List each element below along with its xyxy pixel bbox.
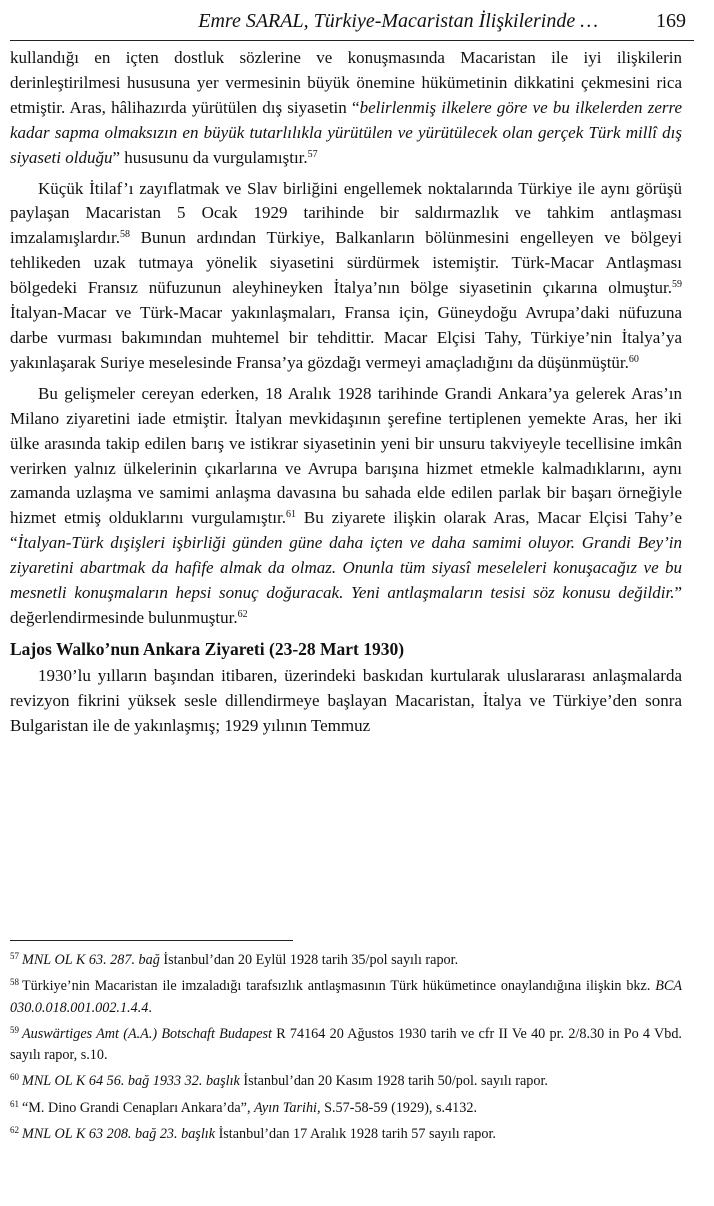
footnote-ref-61[interactable]: 61 (286, 509, 296, 521)
text-run: Küçük İtilaf’ı zayıflatmak ve Slav birliğini engellemek noktalarında Türkiye ile aynı görüşü paylaşan Macaristan 5 Ocak 1929 tarihinde bir saldırmazlık ve tahkim antlaşması imzalamışlardır. (10, 178, 682, 248)
footnote-text: . (148, 999, 152, 1016)
text-run: Bunun ardından Türkiye, Balkanların bölünmesini engelleyen ve bölgeyi tehlikeden uzak tutmaya yönelik siyasetini sürdürmek istemiştir. Türk-Macar Antlaşması bölgedeki Fransız nüfuzunun aleyhineyken İtalya’nın bölge siyasetinin çıkarına olmuştur. (10, 228, 682, 298)
footnote-source: Ayın Tarihi, (254, 1099, 321, 1116)
footnote-text: R 74164 20 Ağustos 1930 tarih ve cfr II Ve 40 pr. 2/8.30 in Po 4 Vbd. sayılı rapor, s.10. (10, 1025, 682, 1064)
footnote-text: S.57-58-59 (1929), s.4132. (320, 1099, 477, 1116)
footnote-number: 58 (10, 977, 19, 988)
italic-quote: belirlenmiş ilkelere göre ve bu ilkelerden zerre kadar sapma olmaksızın en büyük tutarlılıkla yürütülen ve yürütülecek olan gerçek Türk millî dış siyaseti olduğu (10, 97, 683, 167)
footnotes (10, 950, 682, 1150)
footnote-text: İstanbul’dan 20 Kasım 1928 tarih 50/pol. sayılı rapor. (239, 1073, 548, 1090)
footnote-58 (10, 976, 682, 1019)
footnote-source: BCA 030.0.018.001.002.1.4.4 (10, 978, 682, 1016)
footnote-source: Auswärtiges Amt (A.A.) Botschaft Budapest (22, 1025, 272, 1042)
footnote-60 (10, 1071, 682, 1092)
text-run: kullandığı en içten dostluk sözlerine ve konuşmasında Macaristan ile iyi ilişkilerin derinleştirilmesi hususuna yer vermesinin büyük önemine hükümetinin dikkatini çekmesini rica etmiştir. Aras, hâlihazırda yürütülen dış siyasetin “ (10, 48, 682, 117)
footnote-59 (10, 1024, 682, 1067)
page-number: 169 (656, 10, 686, 32)
footnote-ref-62[interactable]: 62 (237, 608, 248, 620)
footnote-ref-59[interactable]: 59 (672, 279, 682, 291)
paragraph-2 (10, 177, 682, 376)
footnote-number: 61 (10, 1098, 19, 1109)
footnote-ref-60[interactable]: 60 (628, 353, 639, 365)
text-run: Bu gelişmeler cereyan ederken, 18 Aralık 1928 tarihinde Grandi Ankara’ya gelerek Aras’ın Milano ziyaretini iade etmiştir. İtalyan mevkidaşının şerefine tertiplenen yemekte Aras, her iki ülke arasında takip edilen barış ve istikrar siyasetinin yeni bir unsuru takviyeyle tecellisine imkân verirken yalnız ülkelerinin çıkarlarına ve Avrupa barışına hizmet etmekle kalmadıklarını, aynı zamanda uzlaşma ve samimi anlaşma davasına bu sahada elde edilen parlak bir başarı örneğiyle hizmet etmiş olduklarını vurgulamıştır. (10, 383, 682, 528)
text-run: ” hususunu da vurgulamıştır. (112, 147, 308, 167)
italic-quote: İtalyan-Türk dışişleri işbirliği günden güne daha içten ve daha samimi oluyor. Grandi Bey’in ziyaretini abartmak da hafife almak da olmaz. Onunla tüm siyasî meseleleri konuşacağız ve bu mesnetli konuşmaların hepsi sonuç doğuracak. Yeni antlaşmaların tesisi söz konusu değildir. (10, 533, 682, 603)
footnote-61 (10, 1098, 682, 1119)
section-heading: Lajos Walko’nun Ankara Ziyareti (23-28 Mart 1930) (10, 638, 405, 659)
footnote-source: MNL OL K 63. 287. bağ (22, 952, 160, 968)
footnote-62 (10, 1124, 682, 1145)
footnote-source: MNL OL K 64 56. bağ 1933 32. başlık (22, 1073, 240, 1090)
footnote-text: İstanbul’dan 20 Eylül 1928 tarih 35/pol sayılı rapor. (159, 952, 459, 968)
footnote-ref-58[interactable]: 58 (120, 229, 130, 241)
body-text (10, 46, 682, 745)
footnote-separator (10, 940, 293, 941)
footnote-ref-57[interactable]: 57 (307, 148, 318, 160)
footnote-text: Türkiye’nin Macaristan ile imzaladığı tarafsızlık antlaşmasının Türk hükümetince onaylandığına ilişkin bkz. (22, 978, 656, 995)
footnote-number: 57 (10, 951, 19, 961)
footnote-57 (10, 950, 682, 971)
paragraph-3 (10, 382, 682, 631)
running-head: Emre SARAL, Türkiye-Macaristan İlişkilerinde … (198, 10, 598, 32)
text-run: Bu ziyarete ilişkin olarak Aras, Macar Elçisi Tahy’e “ (10, 508, 682, 553)
footnote-number: 59 (10, 1024, 19, 1035)
text-run: İtalyan-Macar ve Türk-Macar yakınlaşmaları, Fransa için, Güneydoğu Avrupa’daki nüfuzuna darbe vurması bakımından muhtemel bir tehdittir. Macar Elçisi Tahy, Türkiye’nin İtalya’ya yakınlaşarak Suriye meselesinde Fransa’ya gözdağı vermeyi amaçladığını da düşünmüştür. (10, 303, 682, 372)
footnote-source: MNL OL K 63 208. bağ 23. başlık (22, 1126, 216, 1143)
footnote-text: “M. Dino Grandi Cenapları Ankara’da”, (22, 1099, 255, 1116)
page-header (10, 8, 694, 41)
paragraph-4: 1930’lu yılların başından itibaren, üzerindeki baskıdan kurtularak uluslararası anlaşmalarda revizyon fikrini yüksek sesle dillendirmeye başlayan Macaristan, İtalya ve Türkiye’den sonra Bulgaristan ile de yakınlaşmış; 1929 yılının Temmuz (10, 665, 682, 735)
paragraph-1 (10, 46, 682, 171)
text-run: ” değerlendirmesinde bulunmuştur. (10, 583, 682, 627)
footnote-text: İstanbul’dan 17 Aralık 1928 tarih 57 sayılı rapor. (215, 1126, 496, 1143)
footnote-number: 60 (10, 1072, 19, 1083)
footnote-number: 62 (10, 1125, 19, 1136)
